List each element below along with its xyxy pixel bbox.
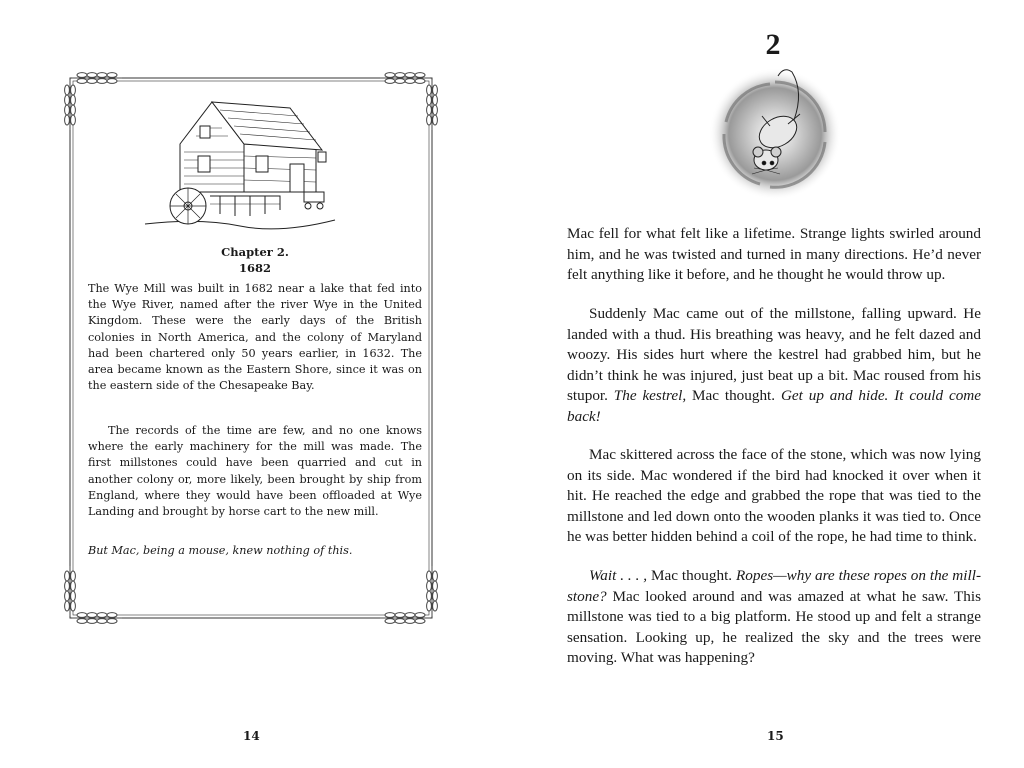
falling-mouse-swirl-illustration <box>700 62 850 202</box>
chapter-label: Chapter 2. <box>221 245 289 259</box>
chapter-year: 1682 <box>238 261 271 275</box>
mill-house-illustration <box>140 92 340 237</box>
body-paragraph-4-italic-1: Wait . . . , <box>589 567 648 584</box>
body-paragraph-4-part-2: Mac looked around and was amazed at what he saw. This millstone was tied to a big platform. He stood up and felt a strange sensation. Looking up, he realized the sky and the trees were moving. What was happening? <box>567 587 981 666</box>
body-paragraph-2-part-1: Suddenly Mac came out of the millstone, falling upward. He landed with a thud. His breathing was heavy, and he felt dazed and woozy. His sides hurt where the kestrel had grabbed him, but he didn’t think he was injured, just beat up a bit. Mac roused from his stupor. <box>567 305 981 404</box>
body-paragraph-2-italic-1: The kestrel, <box>613 387 687 404</box>
chapter-number: 2 <box>765 28 781 61</box>
sidebar-paragraph-3: But Mac, being a mouse, knew nothing of this. <box>88 544 353 557</box>
page-number-right: 15 <box>767 729 784 743</box>
sidebar-paragraph-2: The records of the time are few, and no one knows where the early machinery for the mill was made. The first millstones could have been quarried and cut in another colony or, more likely, been brought by ship from England, where they would have been offloaded at Wye Landing and brought by horse cart to the new mill. <box>88 424 422 519</box>
body-paragraph-3: Mac skittered across the face of the stone, which was now lying on its side. Mac wondered if the bird had knocked it over when it hit. He reached the edge and grabbed the rope that was tied to the millstone and led down onto the wooden planks it was tied to. Once he was better hidden behind a coil of the rope, he had time to think. <box>567 446 981 545</box>
body-paragraph-1: Mac fell for what felt like a lifetime. Strange lights swirled around him, and he was twisted and turned in many directions. He’d never felt anything like it before, and he thought he would throw up. <box>567 225 981 283</box>
body-paragraph-4-italic-2: Ropes—why are these ropes on the millstone? <box>567 567 981 605</box>
body-paragraph-4 <box>567 566 981 669</box>
sidebar-chapter-heading <box>88 244 422 276</box>
body-paragraph-2-italic-2: Get up and hide. It could come back! <box>567 387 981 425</box>
body-paragraph-2-part-2: Mac thought. <box>686 387 781 404</box>
body-paragraph-4-part-1: Mac thought. <box>647 567 736 584</box>
body-paragraph-2 <box>567 304 981 427</box>
sidebar-paragraph-1: The Wye Mill was built in 1682 near a lake that fed into the Wye River, named after the river Wye in the United Kingdom. These were the early days of the British colonies in North America, and the colony of Maryland had been chartered only 50 years earlier, in 1632. The area became known as the Eastern Shore, since it was on the eastern side of the Chesapeake Bay. <box>88 282 422 393</box>
page-number-left: 14 <box>243 729 260 743</box>
